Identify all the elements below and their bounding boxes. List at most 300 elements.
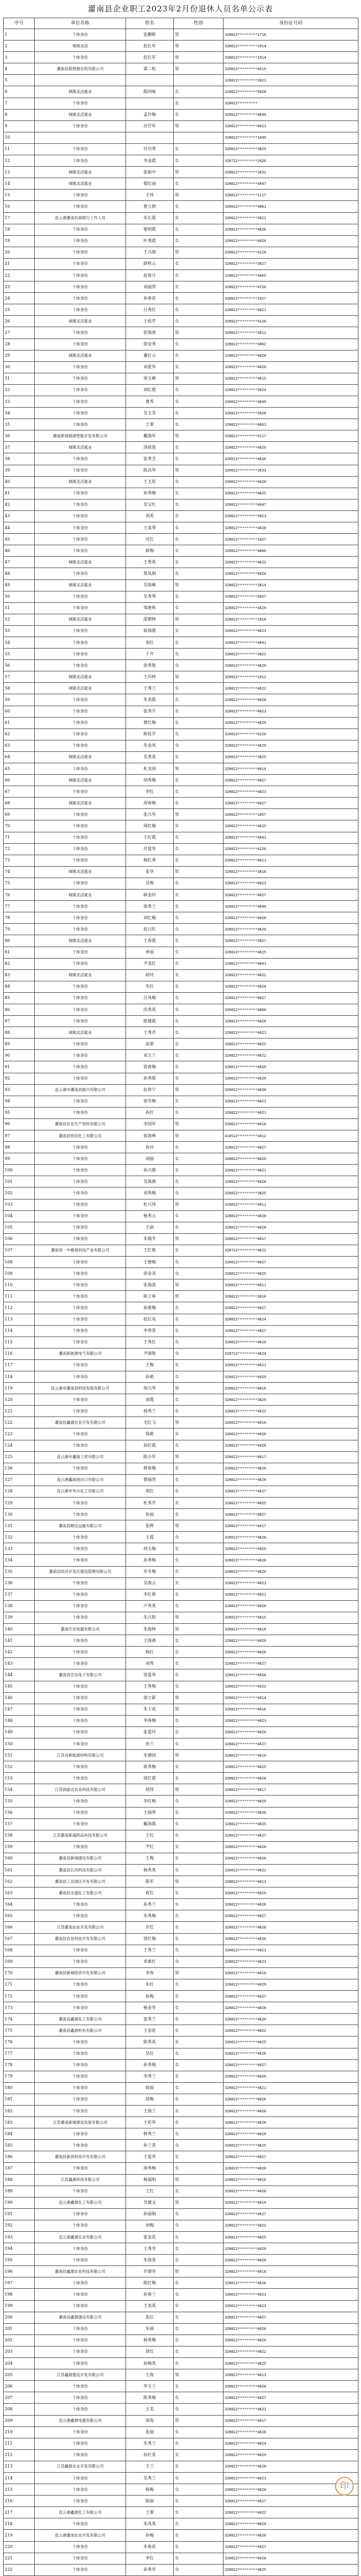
- cell-gender: 女: [174, 2541, 224, 2553]
- cell-index: 185: [4, 2140, 35, 2151]
- cell-index: 142: [4, 1647, 35, 1658]
- cell-person-name: 陈桂芹: [126, 729, 174, 740]
- cell-id-number: 320822*********4622: [224, 1865, 358, 1876]
- cell-gender: 女: [174, 832, 224, 843]
- cell-person-name: 王春霞: [126, 935, 174, 947]
- cell-unit-name: 个体身份: [35, 1176, 126, 1188]
- cell-person-name: 王红艳: [126, 1245, 174, 1256]
- table-row: [4, 2530, 358, 2541]
- cell-index: 132: [4, 1532, 35, 1543]
- cell-gender: 女: [174, 1600, 224, 1612]
- table-row: [4, 52, 358, 63]
- cell-person-name: 王美: [126, 2404, 174, 2415]
- table-row: [4, 1933, 358, 1945]
- cell-index: 165: [4, 1910, 35, 1922]
- cell-unit-name: 个体身份: [35, 912, 126, 924]
- cell-person-name: 邵德林: [126, 614, 174, 625]
- cell-gender: 女: [174, 316, 224, 327]
- cell-index: 89: [4, 1039, 35, 1050]
- cell-gender: 女: [174, 1899, 224, 1910]
- cell-id-number: 320822*********4049: [224, 396, 358, 408]
- cell-index: 18: [4, 224, 35, 235]
- cell-unit-name: 灌南县新城建设有限公司: [35, 1853, 126, 1864]
- cell-index: 136: [4, 1577, 35, 1589]
- cell-id-number: 320822*********4117: [224, 430, 358, 442]
- cell-id-number: 320822*********4126: [224, 316, 358, 327]
- table-row: [4, 843, 358, 855]
- cell-gender: 女: [174, 1486, 224, 1497]
- cell-id-number: 320822*********4620: [224, 1566, 358, 1577]
- cell-person-name: 周秀梅: [126, 2163, 174, 2174]
- cell-person-name: 王翠: [126, 419, 174, 430]
- cell-id-number: 320822*********4020: [224, 2163, 358, 2174]
- cell-id-number: 320822*********4627: [224, 1658, 358, 1669]
- cell-id-number: 320822*********4029: [224, 2449, 358, 2461]
- cell-index: 148: [4, 1715, 35, 1727]
- cell-unit-name: 连云港鑫源化工有限公司: [35, 2507, 126, 2518]
- cell-unit-name: 个体身份: [35, 1153, 126, 1165]
- cell-id-number: 320822*********4027: [224, 1910, 358, 1922]
- cell-id-number: 320822*********4020: [224, 361, 358, 373]
- cell-unit-name: 个体身份: [35, 855, 126, 866]
- cell-person-name: 吴海燕: [126, 1176, 174, 1188]
- cell-gender: 男: [174, 1291, 224, 1302]
- cell-id-number: 320822*********4622: [224, 557, 358, 568]
- cell-gender: 女: [174, 155, 224, 167]
- cell-person-name: 张兴华: [126, 809, 174, 820]
- cell-index: 119: [4, 1383, 35, 1394]
- table-row: [4, 1451, 358, 1463]
- cell-person-name: 孙兰: [126, 1738, 174, 1749]
- cell-id-number: 320822*********4027: [224, 992, 358, 1004]
- table-row: [4, 706, 358, 717]
- table-row: [4, 327, 358, 339]
- table-row: [4, 2197, 358, 2208]
- table-row: [4, 1257, 358, 1268]
- cell-person-name: 董红云: [126, 350, 174, 361]
- cell-index: 14: [4, 178, 35, 190]
- cell-id-number: 320822*********4029: [224, 2335, 358, 2346]
- cell-index: 108: [4, 1257, 35, 1268]
- table-row: [4, 1383, 358, 1394]
- cell-unit-name: 个体身份: [35, 1268, 126, 1279]
- cell-gender: 男: [174, 1612, 224, 1623]
- cell-person-name: 刘英: [126, 510, 174, 522]
- cell-gender: 男: [174, 327, 224, 339]
- cell-gender: 女: [174, 1635, 224, 1647]
- cell-unit-name: 个体身份: [35, 235, 126, 247]
- cell-index: 9: [4, 120, 35, 132]
- table-row: [4, 1979, 358, 1990]
- cell-person-name: 刘红霞: [126, 384, 174, 396]
- cell-index: 12: [4, 155, 35, 167]
- cell-id-number: 320822*********4029: [224, 1887, 358, 1899]
- cell-person-name: 朱海英: [126, 2255, 174, 2266]
- cell-person-name: 朱长霞: [126, 212, 174, 224]
- cell-gender: 女: [174, 1841, 224, 1853]
- table-row: [4, 1750, 358, 1761]
- cell-person-name: 邹艳秋: [126, 602, 174, 614]
- cell-id-number: 320822*********4028: [224, 1440, 358, 1451]
- cell-person-name: 王丽: [126, 1222, 174, 1233]
- cell-unit-name: 个体身份: [35, 1188, 126, 1199]
- cell-index: 37: [4, 442, 35, 453]
- table-row: [4, 1199, 358, 1210]
- table-row: [4, 1853, 358, 1864]
- cell-unit-name: 江苏润富达农业科技有限公司: [35, 1784, 126, 1796]
- cell-person-name: 许冬梅: [126, 1566, 174, 1577]
- cell-id-number: 320822*********4623: [224, 1956, 358, 1967]
- table-row: [4, 1807, 358, 1818]
- cell-index: 125: [4, 1451, 35, 1463]
- cell-gender: 女: [174, 1337, 224, 1348]
- cell-gender: 女: [174, 98, 224, 109]
- cell-gender: 女: [174, 969, 224, 981]
- cell-unit-name: 个体身份: [35, 1555, 126, 1566]
- cell-gender: 女: [174, 2255, 224, 2266]
- cell-gender: 女: [174, 1061, 224, 1073]
- cell-index: 121: [4, 1406, 35, 1417]
- cell-index: 67: [4, 786, 35, 798]
- cell-unit-name: 城镇灵活就业: [35, 86, 126, 98]
- table-row: [4, 2484, 358, 2496]
- document-title: 灌南县企业职工2023年2月份退休人员名单公示表: [88, 4, 273, 14]
- cell-index: 64: [4, 751, 35, 763]
- cell-gender: 男: [174, 2369, 224, 2381]
- cell-index: 105: [4, 1222, 35, 1233]
- cell-unit-name: 连云港鑫源电器有限公司: [35, 2415, 126, 2426]
- table-row: [4, 1153, 358, 1165]
- cell-id-number: 320822*********4627: [224, 2208, 358, 2220]
- table-row: [4, 488, 358, 499]
- cell-index: 78: [4, 912, 35, 924]
- cell-unit-name: 个体身份: [35, 384, 126, 396]
- cell-person-name: 孙秀兰: [126, 1899, 174, 1910]
- cell-index: 141: [4, 1635, 35, 1647]
- cell-unit-name: 个体身份: [35, 591, 126, 602]
- cell-id-number: 320822*********3814: [224, 579, 358, 591]
- cell-gender: 女: [174, 992, 224, 1004]
- cell-person-name: 徐金美: [126, 1268, 174, 1279]
- table-row: [4, 694, 358, 706]
- table-row: [4, 1084, 358, 1096]
- cell-person-name: 孙秀梅: [126, 1555, 174, 1566]
- cell-gender: 男: [174, 29, 224, 41]
- cell-unit-name: 连云港灌南农商银行工作人员: [35, 212, 126, 224]
- table-row: [4, 2140, 358, 2151]
- cell-id-number: 320822*********4011: [224, 1199, 358, 1210]
- cell-unit-name: 灌南县植物源农药有限公司: [35, 63, 126, 75]
- cell-id-number: 320822*********3024: [224, 384, 358, 396]
- cell-id-number: 320822*********4627: [224, 1991, 358, 2002]
- cell-unit-name: 个体身份: [35, 706, 126, 717]
- cell-gender: 男: [174, 2415, 224, 2426]
- cell-person-name: 杨秀英: [126, 1865, 174, 1876]
- cell-id-number: 320822*********4622: [224, 969, 358, 981]
- cell-person-name: 周春梅: [126, 798, 174, 809]
- cell-person-name: 付爱华: [126, 843, 174, 855]
- table-row: [4, 1692, 358, 1704]
- cell-id-number: 320822*********4020: [224, 1210, 358, 1222]
- cell-id-number: 320822*********4023: [224, 1577, 358, 1589]
- cell-gender: 女: [174, 602, 224, 614]
- cell-unit-name: 个体身份: [35, 729, 126, 740]
- cell-gender: 男: [174, 763, 224, 775]
- cell-id-number: 320822*********5028: [224, 86, 358, 98]
- cell-gender: 女: [174, 442, 224, 453]
- table-row: [4, 1761, 358, 1773]
- cell-index: 70: [4, 820, 35, 832]
- cell-person-name: 杨秀梅: [126, 2335, 174, 2346]
- cell-person-name: 张秀兰: [126, 2014, 174, 2025]
- table-row: [4, 1612, 358, 1623]
- cell-index: 202: [4, 2335, 35, 2346]
- cell-id-number: 320822*********4665: [224, 269, 358, 281]
- cell-gender: 女: [174, 2530, 224, 2541]
- cell-person-name: 王霞: [126, 1532, 174, 1543]
- cell-gender: 男: [174, 2266, 224, 2277]
- table-row: [4, 396, 358, 408]
- cell-unit-name: 灌南县新城投资开发有限公司: [35, 1967, 126, 1979]
- cell-person-name: 陈昌华: [126, 465, 174, 476]
- cell-gender: 女: [174, 1245, 224, 1256]
- cell-unit-name: 个体身份: [35, 2449, 126, 2461]
- cell-person-name: 吴秀兰: [126, 2472, 174, 2484]
- table-row: [4, 2496, 358, 2507]
- cell-gender: 男: [174, 2197, 224, 2208]
- cell-gender: 女: [174, 2140, 224, 2151]
- table-row: [4, 2094, 358, 2105]
- cell-gender: 女: [174, 798, 224, 809]
- cell-id-number: 320822*********4028: [224, 568, 358, 579]
- cell-gender: 女: [174, 912, 224, 924]
- cell-index: 147: [4, 1704, 35, 1715]
- cell-gender: 女: [174, 396, 224, 408]
- cell-unit-name: 个体身份: [35, 2404, 126, 2415]
- table-row: [4, 143, 358, 155]
- cell-index: 80: [4, 935, 35, 947]
- cell-id-number: 320822*********4027: [224, 1257, 358, 1268]
- cell-unit-name: 江苏鑫源建设开发有限公司: [35, 2369, 126, 2381]
- cell-gender: 女: [174, 2048, 224, 2059]
- cell-person-name: 徐冬梅: [126, 1096, 174, 1107]
- table-row: [4, 614, 358, 625]
- cell-id-number: 320822*********1012: [224, 671, 358, 683]
- cell-person-name: 朱凤英: [126, 2518, 174, 2530]
- cell-unit-name: 连云港鑫海进出口有限公司: [35, 1474, 126, 1486]
- cell-person-name: 韩秀兰: [126, 2128, 174, 2140]
- table-row: [4, 1314, 358, 1325]
- table-row: [4, 1096, 358, 1107]
- table-row: [4, 510, 358, 522]
- cell-gender: 女: [174, 1073, 224, 1084]
- cell-index: 216: [4, 2496, 35, 2507]
- table-row: [4, 1463, 358, 1474]
- cell-person-name: 孙春兰: [126, 2289, 174, 2300]
- cell-id-number: 320822*********4021: [224, 120, 358, 132]
- cell-gender: 女: [174, 751, 224, 763]
- cell-gender: 女: [174, 1543, 224, 1555]
- cell-index: 206: [4, 2381, 35, 2392]
- cell-person-name: 徐立新: [126, 1692, 174, 1704]
- cell-unit-name: 个体身份: [35, 1692, 126, 1704]
- cell-id-number: 320822*********1710: [224, 29, 358, 41]
- cell-index: 156: [4, 1807, 35, 1818]
- cell-index: 19: [4, 235, 35, 247]
- cell-person-name: 胡伟: [126, 1784, 174, 1796]
- cell-person-name: 张华: [126, 866, 174, 878]
- cell-unit-name: 个体身份: [35, 2163, 126, 2174]
- cell-gender: 女: [174, 1428, 224, 1440]
- table-row: [4, 1107, 358, 1118]
- cell-id-number: 320822*********4666: [224, 545, 358, 557]
- cell-id-number: 320822*********4620: [224, 2530, 358, 2541]
- cell-gender: 男: [174, 1118, 224, 1130]
- table-row: [4, 992, 358, 1004]
- table-body: [4, 29, 358, 2576]
- cell-index: 98: [4, 1142, 35, 1153]
- cell-person-name: 叶秀霞: [126, 235, 174, 247]
- cell-unit-name: 城镇灵活就业: [35, 775, 126, 786]
- table-row: [4, 2426, 358, 2438]
- cell-gender: 女: [174, 1153, 224, 1165]
- cell-unit-name: 个体身份: [35, 2346, 126, 2357]
- cell-unit-name: 个体身份: [35, 1073, 126, 1084]
- cell-gender: 男: [174, 41, 224, 52]
- cell-id-number: 320822*********4649: [224, 109, 358, 120]
- cell-unit-name: 个体身份: [35, 1773, 126, 1784]
- cell-index: 212: [4, 2449, 35, 2461]
- cell-gender: [174, 75, 224, 86]
- cell-gender: 男: [174, 190, 224, 201]
- cell-index: 209: [4, 2415, 35, 2426]
- cell-id-number: 320822*********4013: [224, 1876, 358, 1887]
- table-row: [4, 361, 358, 373]
- cell-person-name: 张金花: [126, 2232, 174, 2243]
- cell-gender: 女: [174, 1210, 224, 1222]
- cell-index: 75: [4, 878, 35, 889]
- cell-index: 137: [4, 1589, 35, 1600]
- cell-gender: 男: [174, 579, 224, 591]
- cell-gender: 女: [174, 786, 224, 798]
- cell-unit-name: 个体身份: [35, 339, 126, 350]
- cell-person-name: 刘丽: [126, 1153, 174, 1165]
- table-row: [4, 476, 358, 488]
- cell-id-number: 320822*********4038: [224, 1084, 358, 1096]
- cell-index: 183: [4, 2117, 35, 2128]
- cell-person-name: 王翠: [126, 2507, 174, 2518]
- cell-gender: 女: [174, 1818, 224, 1830]
- cell-person-name: 朱瑞冬: [126, 1233, 174, 1245]
- cell-gender: 女: [174, 293, 224, 304]
- cell-gender: 女: [174, 1039, 224, 1050]
- cell-gender: 男: [174, 1704, 224, 1715]
- cell-person-name: 王美琴: [126, 522, 174, 534]
- cell-id-number: 320822*********4519: [224, 63, 358, 75]
- cell-id-number: 320822*********4120: [224, 843, 358, 855]
- cell-person-name: 赵春宁: [126, 1084, 174, 1096]
- cell-id-number: 320822*********1027: [224, 534, 358, 545]
- table-row: [4, 625, 358, 637]
- cell-gender: 男: [174, 1784, 224, 1796]
- cell-id-number: 320822*********4016: [224, 2174, 358, 2186]
- cell-id-number: 320822*********4625: [224, 2140, 358, 2151]
- cell-id-number: 320822*********4017: [224, 1233, 358, 1245]
- table-row: [4, 2071, 358, 2082]
- table-row: [4, 1302, 358, 1314]
- cell-index: 40: [4, 476, 35, 488]
- cell-id-number: 320822*********4020: [224, 522, 358, 534]
- cell-index: 180: [4, 2082, 35, 2094]
- cell-person-name: [126, 132, 174, 143]
- table-row: [4, 2174, 358, 2186]
- cell-unit-name: 个体身份: [35, 2277, 126, 2289]
- cell-id-number: 320822*********4021: [224, 2289, 358, 2300]
- table-row: [4, 1130, 358, 1142]
- cell-person-name: 李秀兰: [126, 2071, 174, 2082]
- cell-id-number: 320822*********4626: [224, 1899, 358, 1910]
- cell-id-number: 320822*********4026: [224, 1428, 358, 1440]
- table-row: [4, 2105, 358, 2116]
- cell-gender: 女: [174, 1107, 224, 1118]
- cell-gender: 女: [174, 384, 224, 396]
- cell-person-name: 朱丽: [126, 2323, 174, 2335]
- cell-index: 4: [4, 63, 35, 75]
- cell-unit-name: 个体身份: [35, 1142, 126, 1153]
- cell-unit-name: 灌南县鑫源建设有限公司: [35, 2312, 126, 2323]
- cell-id-number: 320822*********4013: [224, 2369, 358, 2381]
- cell-unit-name: 个体身份: [35, 1738, 126, 1749]
- table-row: [4, 1039, 358, 1050]
- table-row: [4, 2369, 358, 2381]
- cell-unit-name: 个体身份: [35, 832, 126, 843]
- cell-index: 113: [4, 1314, 35, 1325]
- cell-index: 51: [4, 602, 35, 614]
- table-row: [4, 2002, 358, 2014]
- cell-person-name: 周红: [126, 637, 174, 648]
- cell-unit-name: 个体身份: [35, 499, 126, 510]
- cell-person-name: 王红: [126, 2186, 174, 2197]
- cell-person-name: 孙梅: [126, 1991, 174, 2002]
- cell-unit-name: 个体身份: [35, 465, 126, 476]
- cell-gender: 女: [174, 2472, 224, 2484]
- table-row: [4, 729, 358, 740]
- cell-unit-name: 个体身份: [35, 2381, 126, 2392]
- cell-index: 16: [4, 201, 35, 212]
- table-row: [4, 465, 358, 476]
- cell-person-name: 孙春花: [126, 293, 174, 304]
- cell-unit-name: 城镇灵活就业: [35, 866, 126, 878]
- cell-person-name: 王红霞: [126, 832, 174, 843]
- cell-gender: 女: [174, 717, 224, 729]
- cell-id-number: 320822*********4620: [224, 2323, 358, 2335]
- column-header-index: 序号: [4, 18, 35, 29]
- cell-index: 50: [4, 591, 35, 602]
- cell-id-number: 320822*********3027: [224, 935, 358, 947]
- cell-index: 199: [4, 2300, 35, 2312]
- cell-person-name: 朱士成: [126, 1704, 174, 1715]
- cell-index: 167: [4, 1933, 35, 1945]
- table-row: [4, 212, 358, 224]
- table-row: [4, 1520, 358, 1532]
- cell-gender: 女: [174, 1268, 224, 1279]
- cell-gender: 女: [174, 281, 224, 293]
- cell-person-name: 朱红: [126, 1979, 174, 1990]
- cell-unit-name: 个体身份: [35, 2518, 126, 2530]
- cell-person-name: 薛梅: [126, 545, 174, 557]
- cell-gender: 女: [174, 419, 224, 430]
- cell-unit-name: [35, 75, 126, 86]
